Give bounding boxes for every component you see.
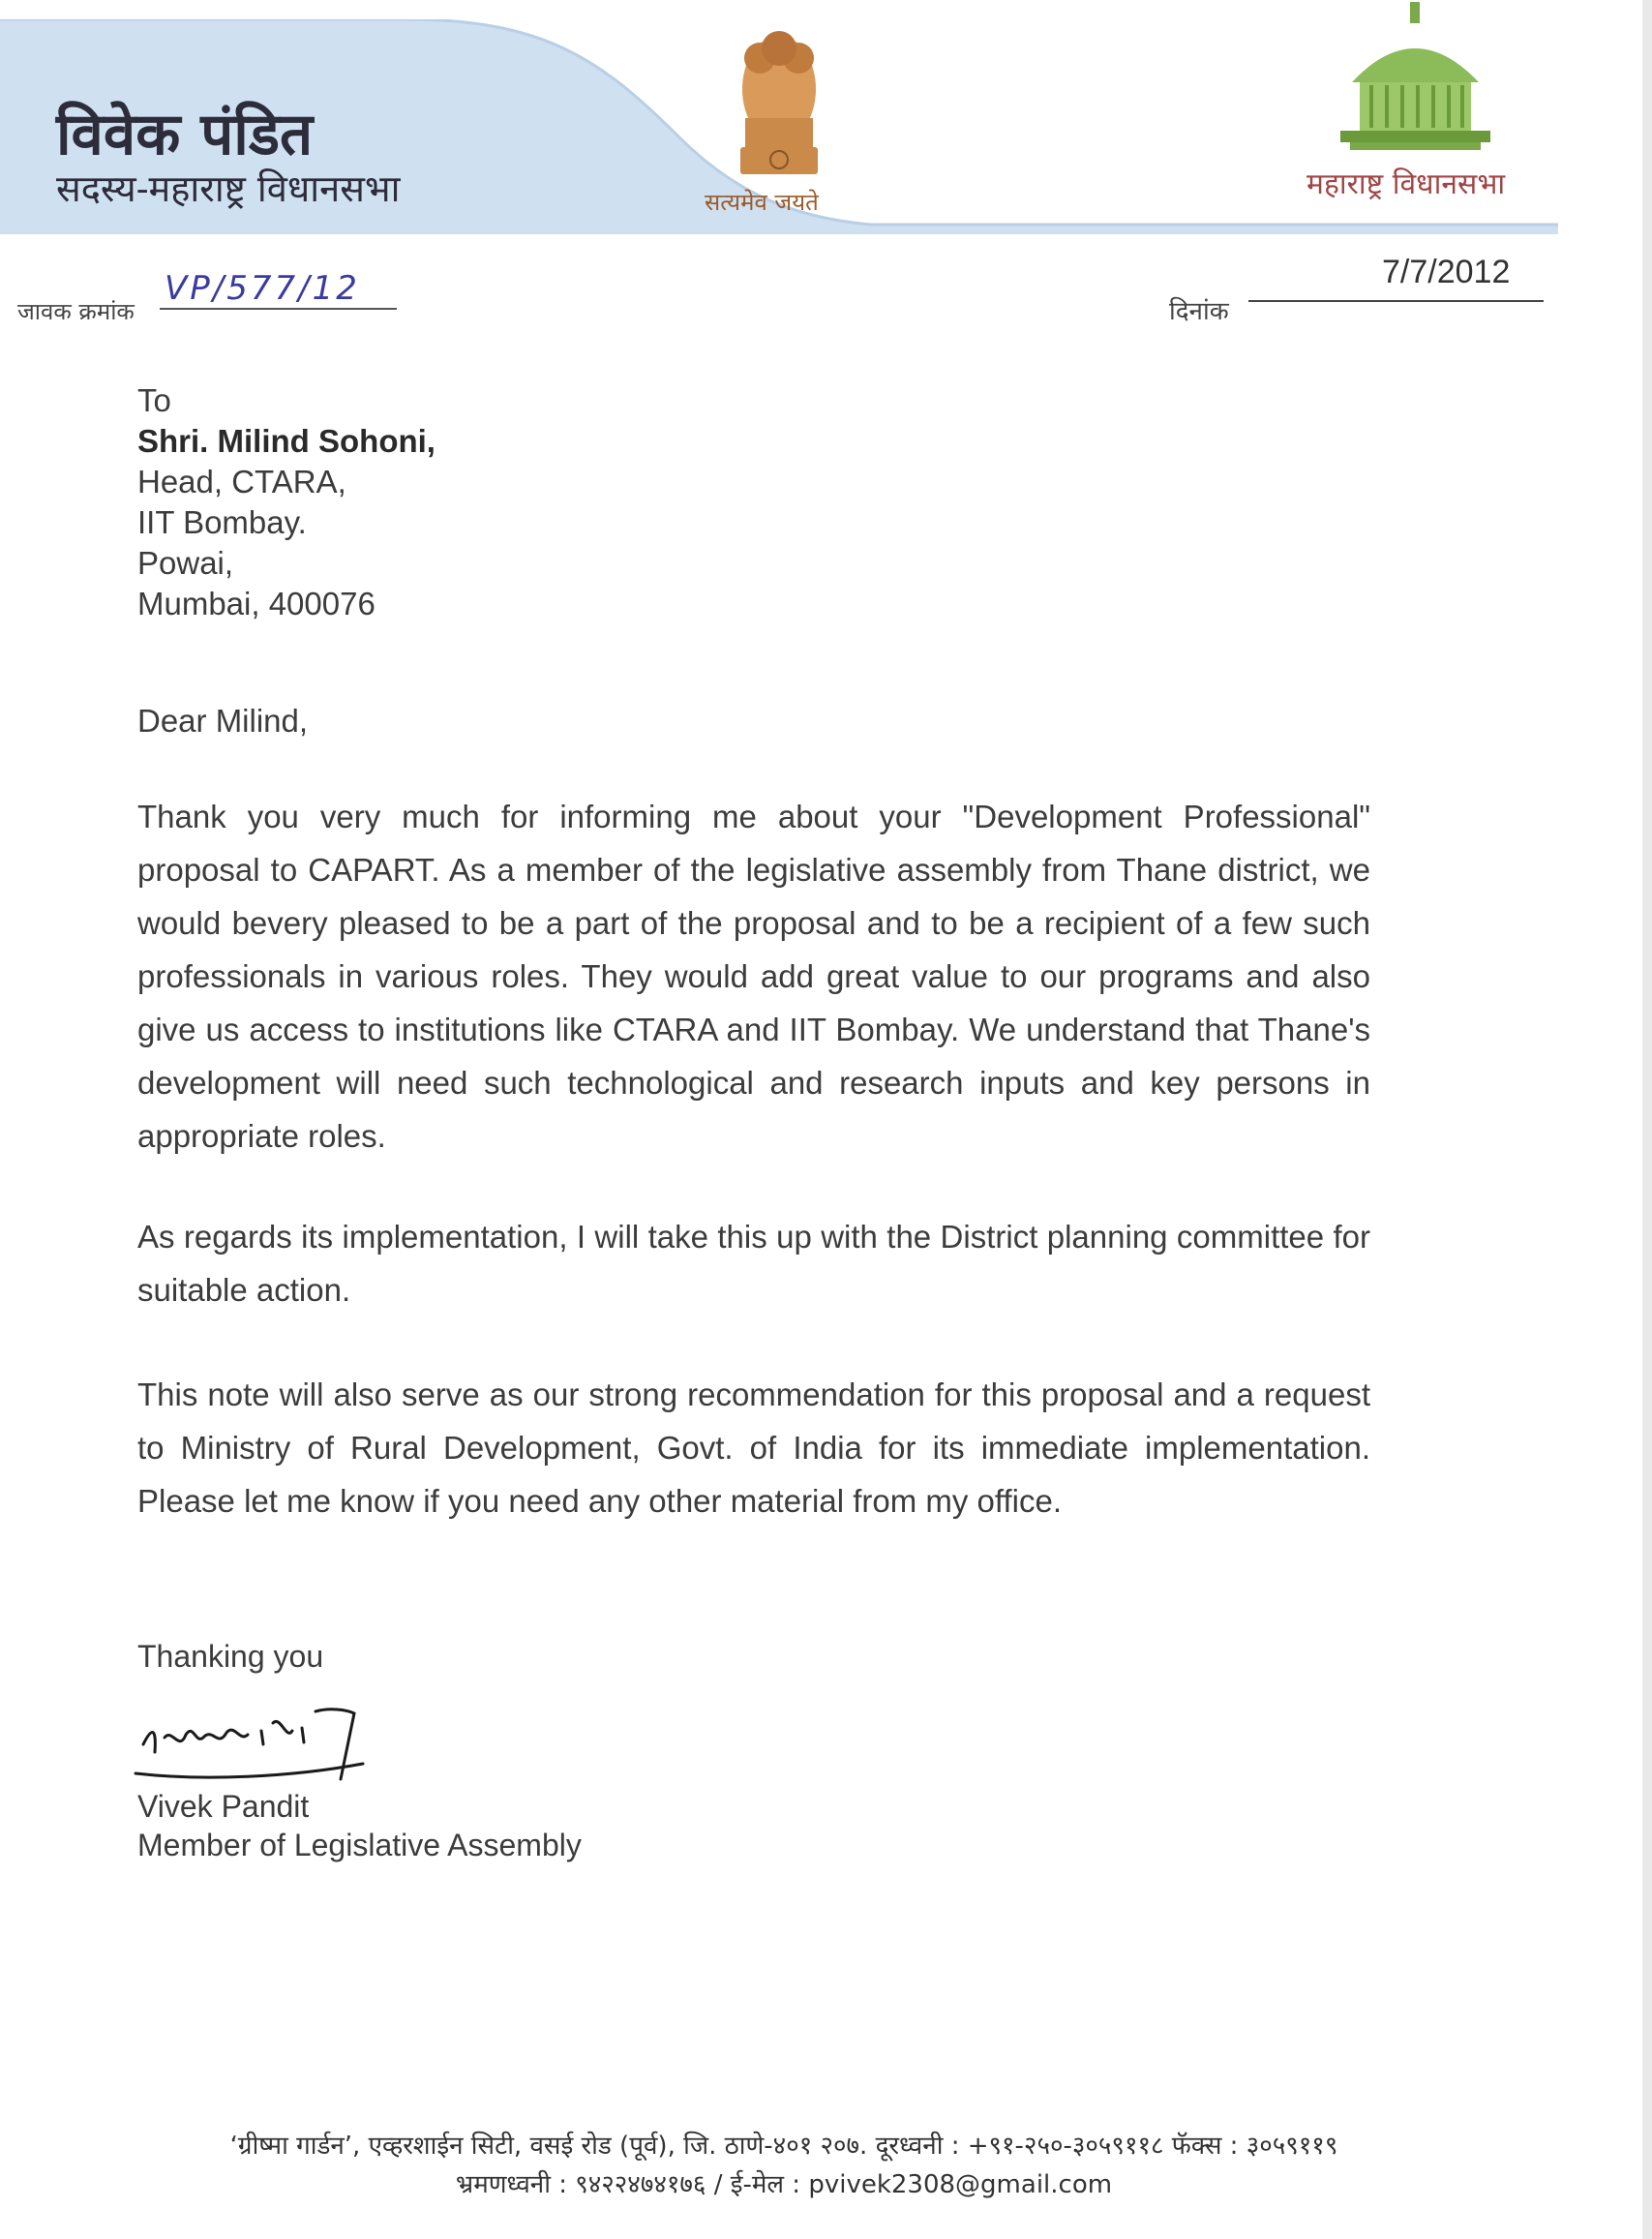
reference-underline xyxy=(160,308,397,310)
scan-edge xyxy=(1642,0,1652,2239)
address-to: To xyxy=(137,382,171,418)
letterhead-name: विवेक पंडित xyxy=(56,101,314,168)
handwritten-signature xyxy=(126,1684,377,1791)
body-paragraph: Thank you very much for informing me about your "Development Professional" proposal to CAPART. As a member of the legislative assembly from Thane district, we would bevery pleased to be a part of the proposal and to be a recipient of a few such professionals in various roles. They would add great value to our programs and also give us access to institutions like CTARA and IIT Bombay. We understand that Thane's development will need such technological and research inputs and key persons in appropriate roles. xyxy=(137,799,1370,1154)
signer-name: Vivek Pandit xyxy=(137,1789,310,1824)
address-line: Mumbai, 400076 xyxy=(137,586,375,621)
signer-title: Member of Legislative Assembly xyxy=(137,1828,582,1862)
address-line: Powai, xyxy=(137,545,234,581)
vidhan-bhavan-logo-icon xyxy=(1331,0,1500,160)
footer-contact: भ्रमणध्वनी : ९४२२४७४१७६ / ई-मेल : pvivek2308@gmail.com xyxy=(455,2170,1113,2199)
date-label: दिनांक xyxy=(1169,297,1229,326)
address-line: Head, CTARA, xyxy=(137,464,346,499)
reference-label: जावक क्रमांक xyxy=(17,298,135,325)
reference-number: VP/577/12 xyxy=(165,269,360,308)
assembly-name: महाराष्ट्र विधानसभा xyxy=(1307,167,1506,201)
body-paragraph: As regards its implementation, I will take this up with the District planning committee for suitable action. xyxy=(137,1219,1370,1308)
emblem-motto: सत्यमेव जयते xyxy=(705,189,819,216)
recipient-name: Shri. Milind Sohoni, xyxy=(137,423,436,459)
closing-text: Thanking you xyxy=(137,1639,324,1674)
date-underline xyxy=(1248,300,1544,302)
footer-address: ‘ग्रीष्मा गार्डन’, एव्हरशाईन सिटी, वसई रोड (पूर्व), जि. ठाणे-४०१ २०७. दूरध्वनी : +९१-२५०-३०५९११८ फॅक्स : ३०५९११९ xyxy=(229,2132,1338,2161)
ashoka-emblem-icon xyxy=(711,21,847,191)
salutation: Dear Milind, xyxy=(137,703,309,739)
letterhead-designation: सदस्य-महाराष्ट्र विधानसभा xyxy=(56,167,401,210)
address-line: IIT Bombay. xyxy=(137,504,307,540)
recipient-address xyxy=(137,380,436,624)
body-paragraph: This note will also serve as our strong recommendation for this proposal and a request to Ministry of Rural Development, Govt. of India for its immediate implementation. Please let me know if you need any other material from my office. xyxy=(137,1377,1370,1519)
date-value: 7/7/2012 xyxy=(1382,254,1511,290)
